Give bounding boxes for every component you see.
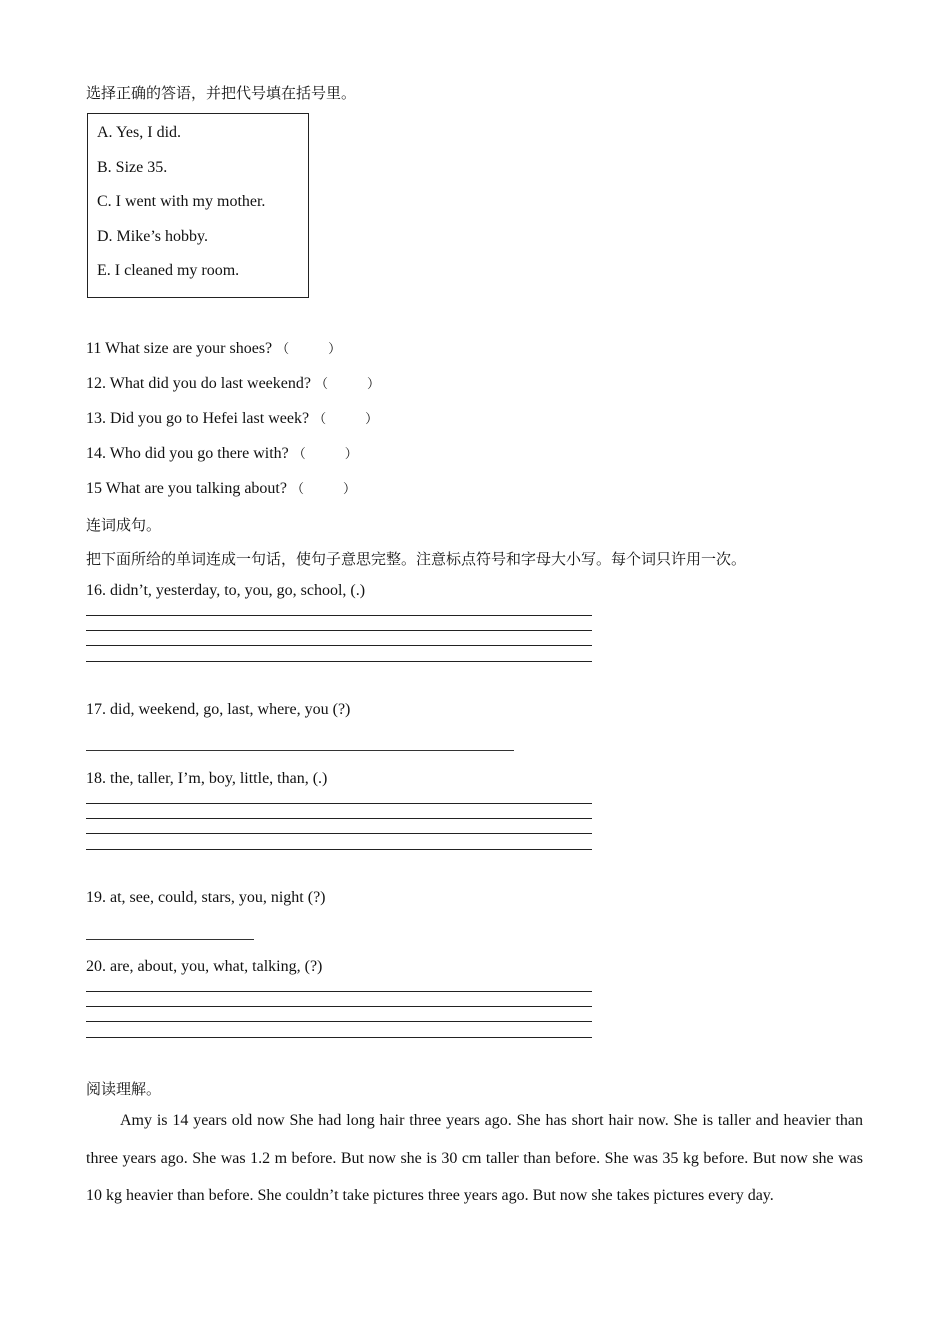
answer-line[interactable] <box>86 750 514 751</box>
item-17: 17. did, weekend, go, last, where, you (?) <box>86 701 351 718</box>
answer-blank[interactable]: （ ） <box>276 342 342 357</box>
question-12 <box>86 373 380 393</box>
answer-blank[interactable]: （ ） <box>314 377 380 392</box>
option-e: E. I cleaned my room. <box>97 262 240 279</box>
options-box <box>87 113 309 298</box>
section3-title: 阅读理解。 <box>86 1080 162 1098</box>
option-a: A. Yes, I did. <box>97 124 182 141</box>
question-text: 11 What size are your shoes? <box>86 340 273 357</box>
answer-line[interactable] <box>86 849 592 850</box>
section1-instruction: 选择正确的答语，并把代号填在括号里。 <box>86 84 357 102</box>
answer-line[interactable] <box>86 991 592 992</box>
answer-blank[interactable]: （ ） <box>292 447 358 462</box>
answer-line[interactable] <box>86 818 592 819</box>
answer-line[interactable] <box>86 1021 592 1022</box>
question-15 <box>86 478 356 498</box>
option-c: C. I went with my mother. <box>97 193 266 210</box>
question-text: 15 What are you talking about? <box>86 480 287 497</box>
item-18: 18. the, taller, I’m, boy, little, than, (.) <box>86 770 328 787</box>
answer-line[interactable] <box>86 803 592 804</box>
item-20: 20. are, about, you, what, talking, (?) <box>86 958 323 975</box>
answer-blank[interactable]: （ ） <box>313 412 379 427</box>
item-19: 19. at, see, could, stars, you, night (?) <box>86 889 326 906</box>
answer-line[interactable] <box>86 939 254 940</box>
question-11 <box>86 338 341 358</box>
item-16: 16. didn’t, yesterday, to, you, go, school, (.) <box>86 582 366 599</box>
answer-line[interactable] <box>86 1006 592 1007</box>
question-14 <box>86 443 358 463</box>
answer-line[interactable] <box>86 615 592 616</box>
question-13 <box>86 408 378 428</box>
reading-passage: Amy is 14 years old now She had long hair three years ago. She has short hair now. She is taller and heavier than three years ago. She was 1.2 m before. But now she is 30 cm taller than before. She was 35 kg before. But now she was 10 kg heavier than before. She couldn’t take pictures three years ago. But now she takes pictures every day. <box>86 1112 863 1204</box>
question-text: 14. Who did you go there with? <box>86 445 289 462</box>
option-d: D. Mike’s hobby. <box>97 228 208 245</box>
answer-line[interactable] <box>86 1037 592 1038</box>
question-text: 12. What did you do last weekend? <box>86 375 311 392</box>
answer-blank[interactable]: （ ） <box>290 482 356 497</box>
question-text: 13. Did you go to Hefei last week? <box>86 410 310 427</box>
answer-line[interactable] <box>86 833 592 834</box>
answer-line[interactable] <box>86 661 592 662</box>
option-b: B. Size 35. <box>97 159 168 176</box>
section2-instruction: 把下面所给的单词连成一句话，使句子意思完整。注意标点符号和字母大小写。每个词只许用一次。 <box>86 550 747 568</box>
answer-line[interactable] <box>86 645 592 646</box>
section2-title: 连词成句。 <box>86 516 162 534</box>
answer-line[interactable] <box>86 630 592 631</box>
